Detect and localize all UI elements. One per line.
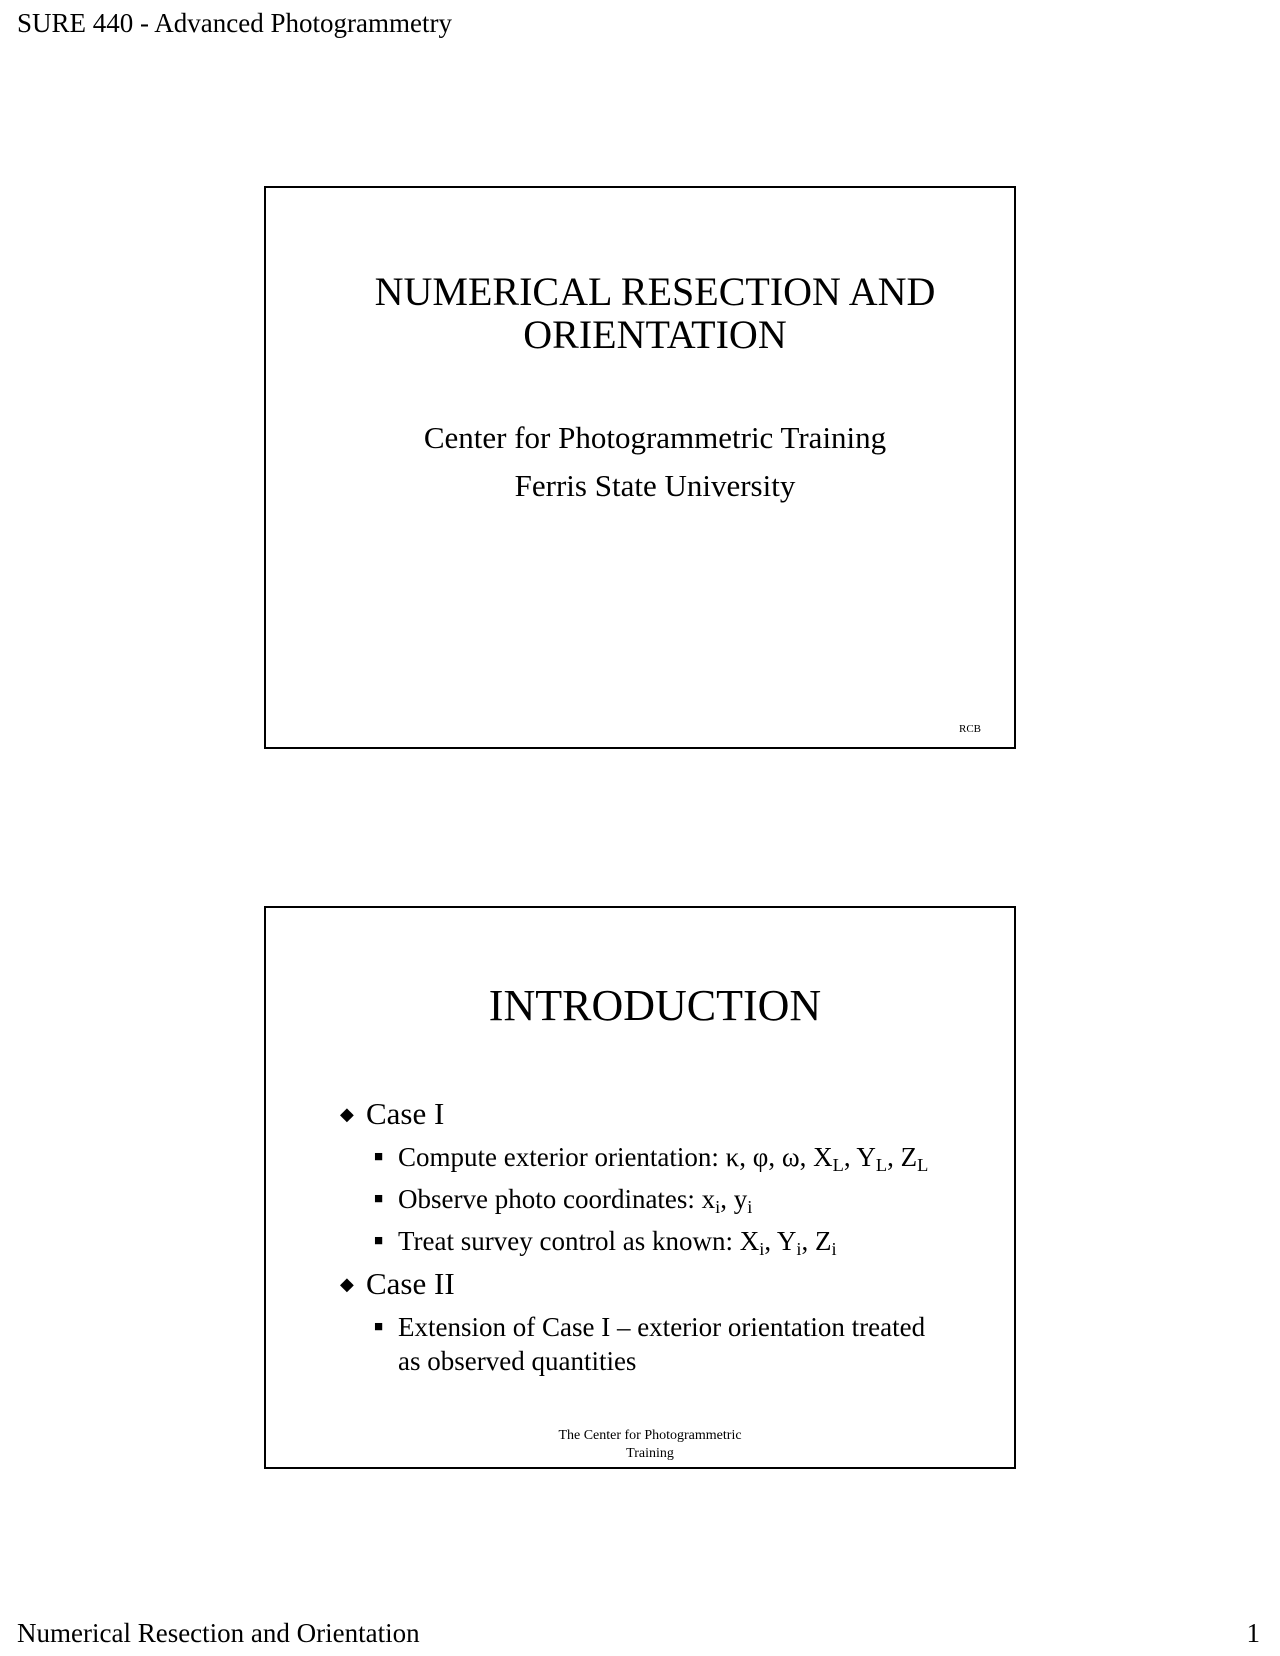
page-number: 1 — [1246, 1618, 1260, 1648]
slide-title: INTRODUCTION — [488, 981, 822, 1030]
bullet-case-1 — [338, 1096, 978, 1132]
introduction-slide — [264, 906, 1016, 1469]
sub-bullet-item: ■ Observe photo coordinates: $x_i$, $y_i$ — [374, 1184, 753, 1218]
organization-line-1: Center for Photogrammetric Training — [423, 420, 887, 455]
organization-line-2: Ferris State University — [514, 468, 796, 503]
page-header: SURE 440 - Advanced Photogrammetry — [17, 8, 452, 38]
slide-title-line-2: ORIENTATION — [523, 312, 787, 357]
page-footer-title: Numerical Resection and Orientation — [17, 1618, 420, 1648]
author-initials: RCB — [958, 723, 981, 735]
slide-subtitle — [266, 414, 1014, 510]
square-bullet-icon: ■ — [374, 1149, 384, 1165]
slide-title — [266, 270, 1014, 356]
slide-footer: The Center for Photogrammetric Training — [558, 1428, 742, 1461]
bullet-label: Case II — [366, 1266, 455, 1301]
bullet-case-2 — [338, 1266, 978, 1302]
sub-bullet-item: ■ Treat survey control as known: $X_i$, $Y_i$, $Z_i$ — [374, 1226, 837, 1260]
sub-bullet-item: ■ Compute exterior orientation: κ, φ, ω, $X_L$, $Y_L$, $Z_L$ — [374, 1142, 929, 1176]
bullet-label: Case I — [366, 1096, 445, 1131]
bullet-list — [338, 1096, 978, 1386]
sub-bullet-item: ■ Extension of Case I – exterior orientation treated as observed quantities — [374, 1312, 926, 1376]
diamond-bullet-icon: ◆ — [340, 1104, 354, 1124]
square-bullet-icon: ■ — [374, 1233, 384, 1249]
diamond-bullet-icon: ◆ — [340, 1274, 354, 1294]
square-bullet-icon: ■ — [374, 1191, 384, 1207]
slide-title-line-1: NUMERICAL RESECTION AND — [374, 269, 936, 314]
title-slide — [264, 186, 1016, 749]
square-bullet-icon: ■ — [374, 1319, 384, 1335]
